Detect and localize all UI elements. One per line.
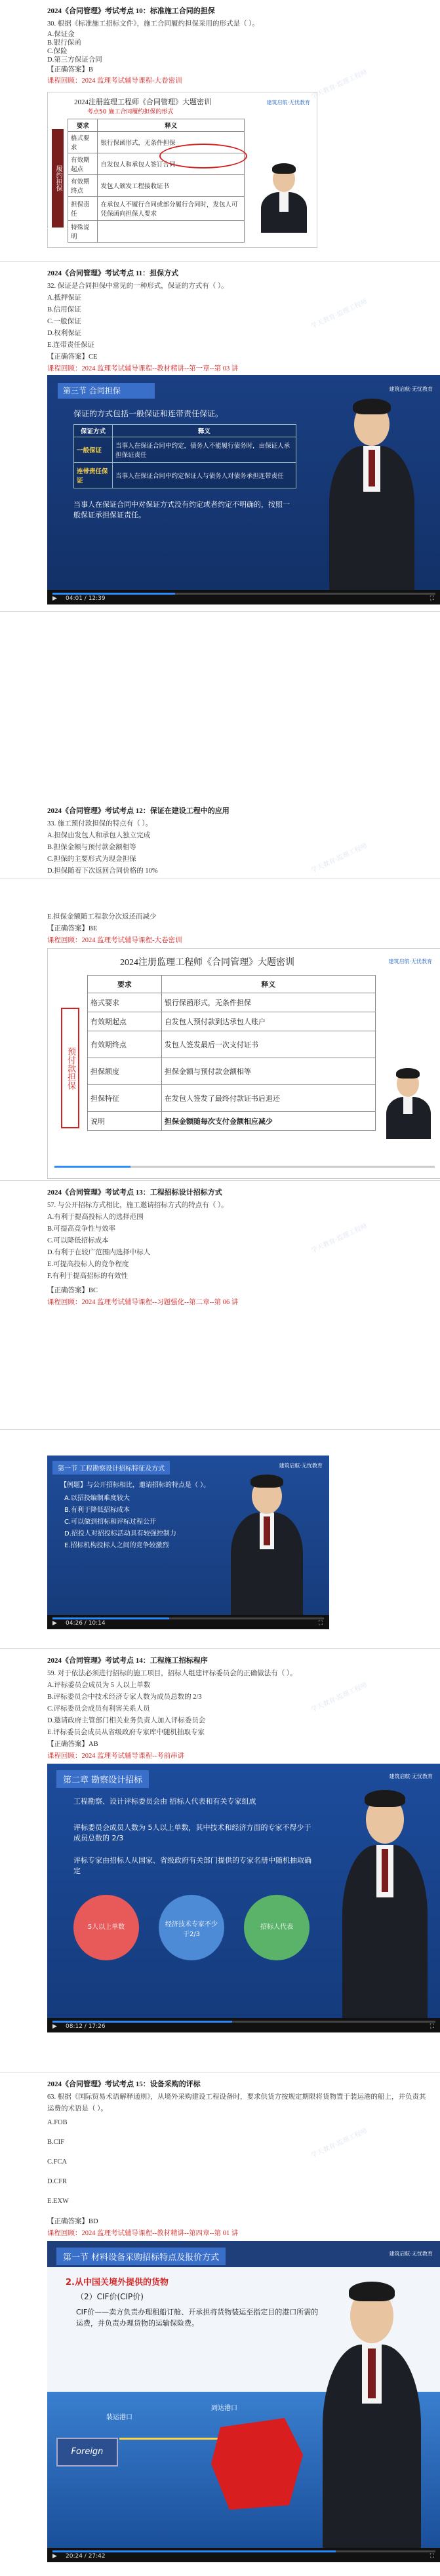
brand-logo: 建筑启航·无忧教育: [266, 100, 310, 106]
slide-subheading: （2）CIF价(CIP价): [76, 2292, 144, 2301]
data-table: [68, 119, 245, 243]
answer: 【正确答案】BC: [47, 1287, 98, 1294]
slide-section-title: 第一节 工程勘察设计招标特征及方式: [52, 1461, 170, 1475]
play-icon[interactable]: ▶: [52, 1620, 57, 1627]
table-cell: 自发包人和承包人签订合同: [98, 153, 245, 175]
answer: 【正确答案】CE: [47, 353, 98, 361]
option: A.抵押保证: [47, 294, 82, 302]
option: C.可以做到招标和评标过程公开: [64, 1518, 157, 1526]
option: E.担保金额随工程款分次返还而减少: [47, 913, 157, 921]
table-cell: 在发包人签发了最终付款证书后退还: [161, 1085, 375, 1112]
table-header: 要求: [88, 976, 162, 993]
video-controls[interactable]: [47, 2548, 440, 2562]
option: C.可以降低招标成本: [47, 1237, 109, 1244]
table-cell: 自发包人预付款到达承包人账户: [161, 1012, 375, 1031]
play-icon[interactable]: ▶: [52, 595, 57, 602]
course-review-link[interactable]: 课程回顾：2024 监理考试辅导课程--习题强化--第二章--第 06 讲: [47, 1299, 239, 1306]
table-cell: 当事人在保证合同中约定，债务人不能履行债务时，由保证人承担保证责任: [113, 437, 296, 463]
course-review-link[interactable]: 课程回顾：2024 监理考试辅导课程-大卷密训: [47, 77, 182, 85]
presenter: [382, 1067, 435, 1139]
presenter: [316, 2272, 428, 2548]
option: C.FCA: [47, 2158, 68, 2166]
table-row: [74, 463, 296, 488]
watermark: 学天教育·监理工程师: [310, 1681, 369, 1714]
progress-bar[interactable]: [54, 1166, 435, 1168]
question-text: 57. 与公开招标方式相比，施工邀请招标方式的特点有（ ）。: [47, 1202, 228, 1209]
watermark: 学天教育·监理工程师: [310, 842, 369, 875]
slide-title: 2024注册监理工程师《合同管理》大题密训: [120, 958, 294, 968]
table-row: [68, 175, 245, 197]
fullscreen-icon[interactable]: ⛶: [430, 2553, 434, 2560]
table-cell: 有效期终点: [68, 175, 98, 197]
brand-logo: 建筑启航·无忧教育: [389, 1773, 433, 1779]
table-row: [88, 1031, 376, 1058]
answer: 【正确答案】BE: [47, 925, 98, 932]
time-display: 04:26 / 10:14: [66, 1620, 106, 1627]
table-row: [68, 221, 245, 243]
table-cell: 有效期起点: [68, 153, 98, 175]
option: D.有利于在较广范围内选择中标人: [47, 1249, 151, 1256]
option: D.权利保证: [47, 330, 82, 337]
slide-text: 评标委员会成员人数为 5人以上单数，其中技术和经济方面的专家不得少于成员总数的 2/3: [73, 1823, 311, 1842]
slide-text: CIF价——卖方负责办理租船订舱、开承担将货物装运至指定目的港口所需的运费，并负责办理货物的运输保险费。: [76, 2308, 319, 2328]
video-player[interactable]: [47, 1456, 329, 1629]
course-review-link[interactable]: 课程回顾：2024 监理考试辅导课程--教材精讲--第四章--第 01 讲: [47, 2230, 239, 2237]
option: E.可提高投标人的竞争程度: [47, 1261, 129, 1268]
fullscreen-icon[interactable]: ⛶: [430, 595, 434, 602]
table-cell: 有效期起点: [88, 1012, 162, 1031]
table-header: 要求: [68, 119, 98, 132]
table-cell: 当事人在保证合同中约定保证人与债务人对债务承担连带责任: [113, 463, 296, 488]
slide-image: [47, 92, 317, 248]
option: D.担保随着下次返回合同价格的 10%: [47, 867, 158, 875]
slide-section-title: 第一节 材料设备采购招标特点及报价方式: [56, 2248, 226, 2265]
port-label: 装运港口: [106, 2414, 132, 2421]
question-text: 【例题】与公开招标相比，邀请招标的特点是（ ）。: [60, 1482, 210, 1489]
watermark: 学天教育·监理工程师: [310, 2127, 369, 2160]
option: C.一般保证: [47, 318, 81, 325]
data-table: [73, 424, 296, 488]
table-row: [74, 437, 296, 463]
table-cell: 格式要求: [88, 993, 162, 1012]
progress-bar[interactable]: [52, 1617, 324, 1619]
answer: 【正确答案】BD: [47, 2218, 98, 2225]
course-review-link[interactable]: 课程回顾：2024 监理考试辅导课程-大卷密训: [47, 937, 182, 944]
time-display: 04:01 / 12:39: [66, 595, 106, 602]
slide-chapter-title: 第二章 勘察设计招标: [56, 1770, 149, 1788]
table-cell: 银行保函形式，无条件担保: [98, 132, 245, 153]
slide-text: 工程勘察、设计评标委员会由 招标人代表和有关专家组成: [73, 1797, 256, 1806]
option: F.有利于提高招标的有效性: [47, 1273, 129, 1280]
presenter: [336, 1782, 434, 2018]
brand-logo: 建筑启航·无忧教育: [279, 1463, 323, 1469]
option: B.可提高竞争性与效率: [47, 1225, 116, 1233]
video-player[interactable]: [47, 2241, 440, 2562]
option: B.评标委员会中技术经济专家人数为成员总数的 2/3: [47, 1694, 202, 1701]
course-review-link[interactable]: 课程回顾：2024 监理考试辅导课程--教材精讲--第一章--第 03 讲: [47, 365, 239, 372]
section-title: 2024《合同管理》考试考点 10：标准施工合同的担保: [47, 7, 215, 15]
video-player[interactable]: [47, 375, 440, 604]
option: C.担保的主要形式为现金担保: [47, 856, 136, 863]
option: A.以招投编制难度较大: [64, 1495, 130, 1502]
table-cell: 担保额度: [88, 1058, 162, 1085]
option: B.银行保函: [47, 39, 81, 47]
table-header: 保证方式: [74, 425, 113, 437]
foreign-label: Foreign: [56, 2438, 118, 2467]
slide-section-title: 第三节 合同担保: [58, 383, 155, 399]
option: E.连带责任保证: [47, 342, 95, 349]
slide-title: 2024注册监理工程师《合同管理》大题密训: [74, 98, 211, 106]
table-header: 释义: [98, 119, 245, 132]
course-review-link[interactable]: 课程回顾：2024 监理考试辅导课程--考前串讲: [47, 1753, 185, 1760]
table-row: [68, 197, 245, 221]
watermark: 学天教育·监理工程师: [310, 68, 369, 101]
table-header: 释义: [161, 976, 375, 993]
fullscreen-icon[interactable]: ⛶: [318, 1620, 323, 1627]
presenter: [224, 1471, 310, 1615]
highlight-circle: [159, 144, 247, 168]
slide-text: 保证的方式包括一般保证和连带责任保证。: [73, 409, 224, 418]
table-cell: 格式要求: [68, 132, 98, 153]
answer: 【正确答案】B: [47, 66, 94, 73]
table-cell: 发包人颁发工程接收证书: [98, 175, 245, 197]
pie-label: 5人以上单数: [87, 1924, 125, 1931]
brand-logo: 建筑启航·无忧教育: [389, 386, 433, 392]
option: E.评标委员会成员从省级政府专家库中随机抽取专家: [47, 1729, 205, 1736]
option: D.招投人对招投标活动具有较强控制力: [64, 1530, 176, 1537]
table-cell: 银行保函形式，无条件担保: [161, 993, 375, 1012]
question-text: 30. 根据《标准施工招标文件》，施工合同履约担保采用的形式是（ ）。: [47, 20, 259, 28]
side-label: 履约担保: [52, 129, 64, 228]
section-title: 2024《合同管理》考试考点 14：工程施工招标程序: [47, 1657, 208, 1665]
table-cell: 发包人签发最后一次支付证书: [161, 1031, 375, 1058]
table-cell: 说明: [88, 1112, 162, 1131]
table-cell: 特殊说明: [68, 221, 98, 243]
table-cell: 连带责任保证: [74, 463, 113, 488]
time-display: 08:12 / 17:26: [66, 2023, 106, 2030]
option: E.EXW: [47, 2198, 69, 2205]
slide-subtitle: 考点50 施工合同履约担保的形式: [87, 109, 174, 115]
table-row: [88, 1058, 376, 1085]
table-cell: 担保金额与预付款金额相等: [161, 1058, 375, 1085]
brand-logo: 建筑启航·无忧教育: [388, 959, 432, 964]
slide-text: 评标专家由招标人从国家、省级政府有关部门提供的专家名册中随机抽取确定: [73, 1856, 311, 1875]
data-table: [87, 975, 376, 1131]
option: A.保证金: [47, 31, 75, 38]
section-title: 2024《合同管理》考试考点 12：保证在建设工程中的应用: [47, 807, 230, 815]
brand-logo: 建筑启航·无忧教育: [389, 2251, 433, 2257]
route-line: [119, 2438, 231, 2440]
option: B.CIF: [47, 2139, 64, 2146]
option: C.评标委员会成员有利害关系人员: [47, 1705, 150, 1713]
china-map-graphic: [211, 2418, 303, 2510]
slide-heading: 2.从中国关境外提供的货物: [66, 2278, 169, 2288]
table-row: [88, 1085, 376, 1112]
video-controls[interactable]: [47, 590, 440, 604]
option: B.信用保证: [47, 306, 81, 313]
option: D.邀请政府主管部门相关业务负责人加入评标委员会: [47, 1717, 206, 1724]
side-label: 预付款担保: [61, 1008, 79, 1128]
question-text: 63. 根据《国际贸易术语解释通则》，从境外采购建设工程设备时，要求供货方按规定期限将货物置于装运港的船上，并负责其运费的术语是（ ）。: [47, 2093, 426, 2112]
video-controls[interactable]: [47, 1615, 329, 1629]
option: C.保险: [47, 48, 68, 55]
section-title: 2024《合同管理》考试考点 13：工程招标设计招标方式: [47, 1189, 222, 1197]
table-row: [88, 993, 376, 1012]
slide-note: 当事人在保证合同中对保证方式没有约定或者约定不明确的，按照一般保证承担保证责任。: [73, 500, 290, 519]
watermark: 学天教育·监理工程师: [310, 1222, 369, 1255]
option: A.FOB: [47, 2119, 68, 2126]
time-display: 20:24 / 27:42: [66, 2553, 106, 2560]
video-controls[interactable]: [47, 2018, 440, 2032]
play-icon[interactable]: ▶: [52, 2553, 57, 2560]
port-label: 到达港口: [211, 2405, 237, 2412]
option: E.招标机构投标人之间的竞争较激烈: [64, 1542, 169, 1549]
play-icon[interactable]: ▶: [52, 2023, 57, 2030]
option: D.CFR: [47, 2178, 68, 2185]
option: A.有利于提高投标人的选择范围: [47, 1214, 144, 1221]
table-row: [88, 1112, 376, 1131]
table-cell: [98, 221, 245, 243]
presenter: [323, 393, 421, 590]
table-cell: 一般保证: [74, 437, 113, 463]
section-title: 2024《合同管理》考试考点 11：担保方式: [47, 269, 179, 277]
watermark: 学天教育·监理工程师: [310, 298, 369, 330]
option: A.评标委员会成员为 5 人以上单数: [47, 1682, 151, 1689]
table-cell: 担保特征: [88, 1085, 162, 1112]
slide-image: [47, 948, 440, 1179]
table-cell: 在承包人不履行合同或部分履行合同时，发包人可凭保函向担保人要求: [98, 197, 245, 221]
answer: 【正确答案】AB: [47, 1741, 98, 1748]
table-header: 释义: [113, 425, 296, 437]
option: D.第三方保证合同: [47, 56, 102, 64]
option: A.担保由发包人和承包人独立完成: [47, 832, 151, 839]
progress-bar[interactable]: [52, 2550, 435, 2552]
option: B.担保金额与预付款金额相等: [47, 844, 136, 851]
table-cell: 有效期终点: [88, 1031, 162, 1058]
pie-label: 招标人代表: [260, 1924, 293, 1931]
question-text: 59. 对于依法必须进行招标的施工项目，招标人组建评标委员会的正确做法有（ ）。: [47, 1670, 297, 1677]
pie-label: 经济技术专家不少于2/3: [165, 1921, 218, 1938]
video-player[interactable]: [47, 1764, 440, 2032]
table-cell: 担保责任: [68, 197, 98, 221]
option: B.有利于降低招标成本: [64, 1507, 130, 1514]
table-cell: 担保金额随每次支付金额相应减少: [161, 1112, 375, 1131]
question-text: 32. 保证是合同担保中常见的一种形式，保证的方式有（ ）。: [47, 283, 228, 290]
table-row: [88, 1012, 376, 1031]
section-title: 2024《合同管理》考试考点 15：设备采购的评标: [47, 2080, 201, 2088]
progress-bar[interactable]: [52, 593, 435, 595]
question-text: 33. 施工预付款担保的特点有（ ）。: [47, 820, 153, 827]
progress-bar[interactable]: [52, 2021, 435, 2023]
presenter: [254, 161, 313, 233]
fullscreen-icon[interactable]: ⛶: [430, 2023, 434, 2030]
